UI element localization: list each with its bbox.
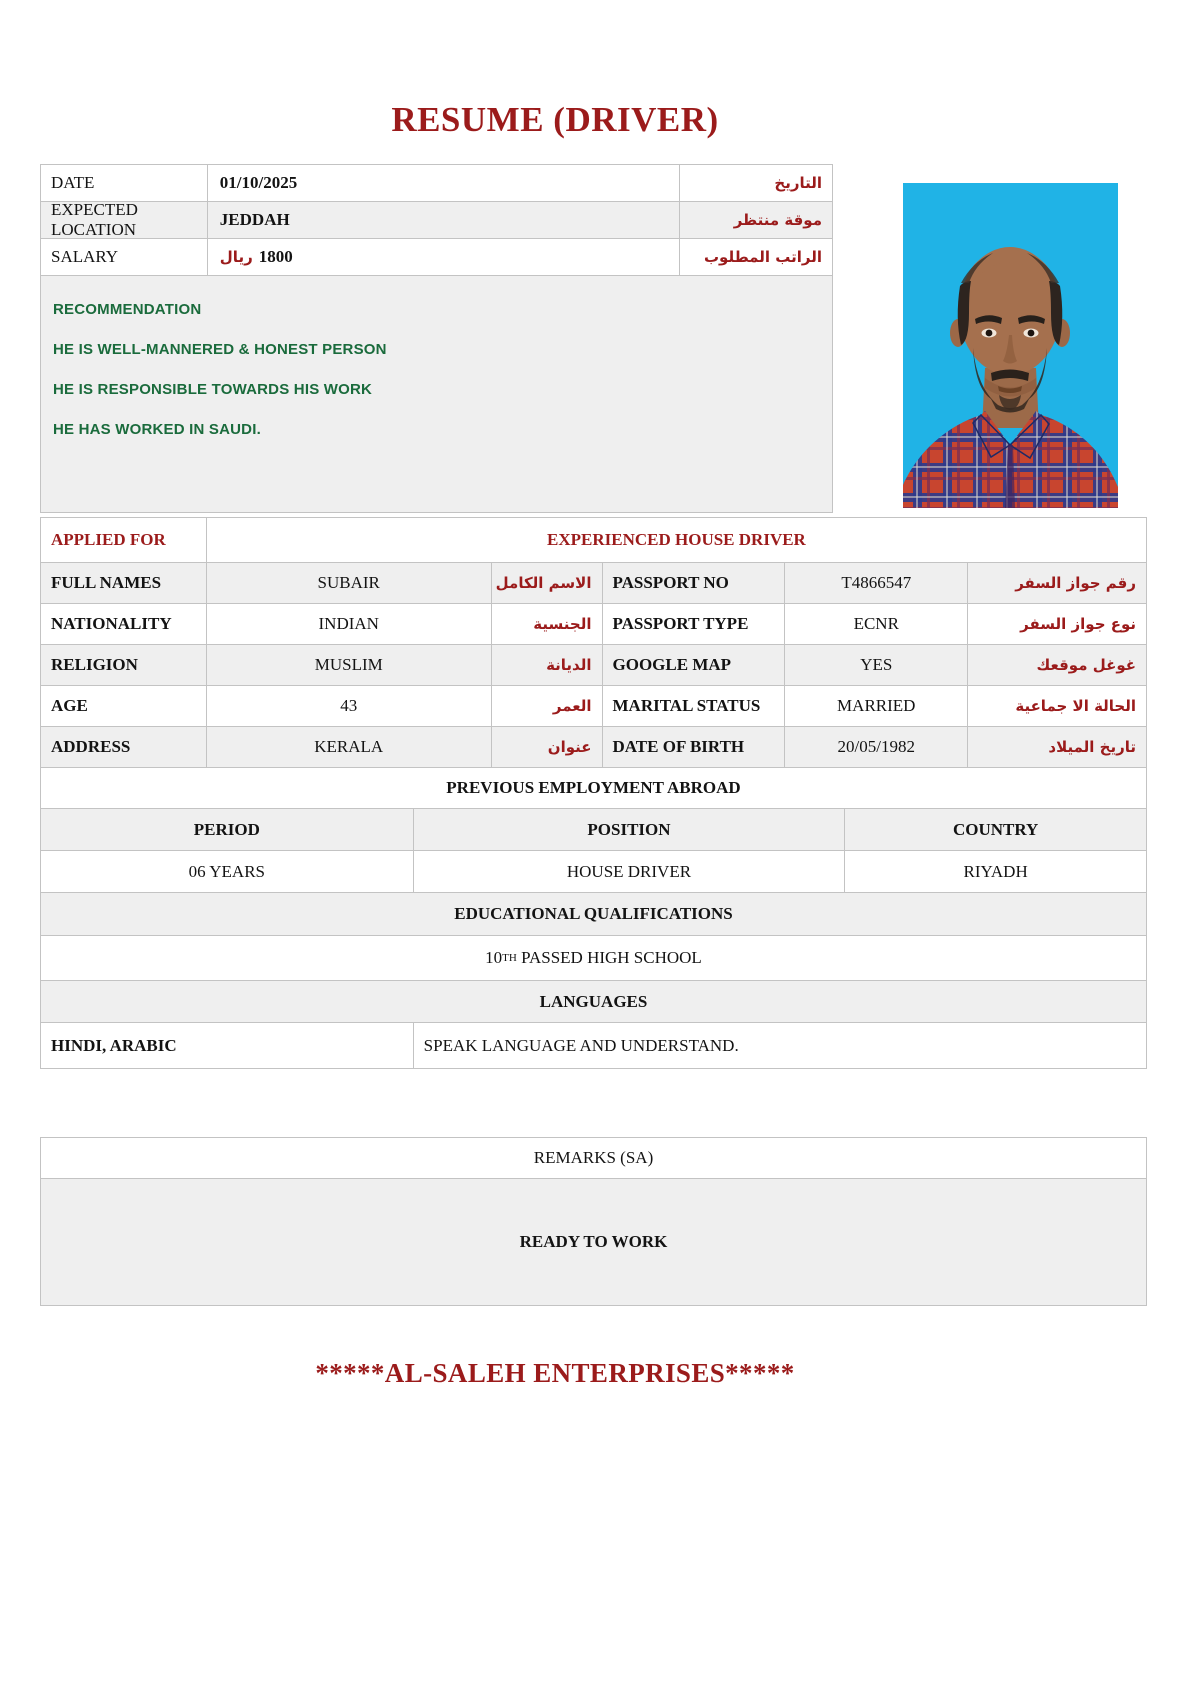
nationality-label-arabic: الجنسية xyxy=(492,604,603,645)
employment-value-row xyxy=(41,851,1147,893)
salary-label: SALARY xyxy=(41,239,208,276)
education-value xyxy=(41,936,1147,981)
recommendation-heading: RECOMMENDATION xyxy=(53,301,202,318)
date-of-birth-label-arabic: تاريخ الميلاد xyxy=(968,727,1147,768)
position-header: POSITION xyxy=(414,809,846,851)
passport-type-value: ECNR xyxy=(785,604,968,645)
religion-label: RELIGION xyxy=(41,645,207,686)
date-label-arabic: التاريخ xyxy=(680,165,833,202)
education-grade-suffix: TH xyxy=(502,952,517,964)
applied-for-label: APPLIED FOR xyxy=(41,518,207,563)
salary-amount: 1800 xyxy=(258,247,293,266)
marital-status-value: MARRIED xyxy=(785,686,968,727)
table-row-address xyxy=(41,727,1147,768)
remarks-body: READY TO WORK xyxy=(41,1179,1147,1306)
expected-location-label-arabic: موقة منتظر xyxy=(680,202,833,239)
languages-value-row xyxy=(41,1023,1147,1069)
address-value: KERALA xyxy=(207,727,492,768)
recommendation-box xyxy=(41,276,833,513)
details-table xyxy=(40,517,1147,1069)
remarks-header-row xyxy=(41,1138,1147,1179)
remarks-body-row xyxy=(41,1179,1147,1306)
table-row-full-names xyxy=(41,563,1147,604)
top-info-table xyxy=(40,164,833,513)
expected-location-label: EXPECTED LOCATION xyxy=(41,202,208,239)
passport-no-label-arabic: رقم جواز السفر xyxy=(968,563,1147,604)
passport-no-label: PASSPORT NO xyxy=(603,563,786,604)
marital-status-label-arabic: الحالة الا جماعية xyxy=(968,686,1147,727)
religion-label-arabic: الديانة xyxy=(492,645,603,686)
education-grade-number: 10 xyxy=(485,948,503,967)
position-value: HOUSE DRIVER xyxy=(414,851,846,893)
date-value: 01/10/2025 xyxy=(208,165,680,202)
google-map-value: YES xyxy=(785,645,968,686)
google-map-label-arabic: غوغل موقعك xyxy=(968,645,1147,686)
languages-note: SPEAK LANGUAGE AND UNDERSTAND. xyxy=(414,1023,1147,1069)
address-label-arabic: عنوان xyxy=(492,727,603,768)
education-section-header xyxy=(41,893,1147,936)
table-row-expected-location xyxy=(41,202,833,239)
remarks-title: REMARKS (SA) xyxy=(41,1138,1147,1179)
education-section-title: EDUCATIONAL QUALIFICATIONS xyxy=(41,893,1147,936)
country-header: COUNTRY xyxy=(845,809,1147,851)
age-value: 43 xyxy=(207,686,492,727)
nationality-label: NATIONALITY xyxy=(41,604,207,645)
applied-for-row xyxy=(41,518,1147,563)
recommendation-line: HE IS WELL-MANNERED & HONEST PERSON xyxy=(53,341,387,358)
salary-currency: ريال xyxy=(219,248,253,266)
table-row-age xyxy=(41,686,1147,727)
education-grade-text: PASSED HIGH SCHOOL xyxy=(516,948,702,967)
marital-status-label: MARITAL STATUS xyxy=(603,686,786,727)
applied-for-value: EXPERIENCED HOUSE DRIVER xyxy=(207,518,1147,563)
age-label-arabic: العمر xyxy=(492,686,603,727)
remarks-table xyxy=(40,1137,1147,1306)
applicant-photo-drawing xyxy=(903,183,1118,508)
passport-type-label-arabic: نوع جواز السفر xyxy=(968,604,1147,645)
recommendation-line: HE HAS WORKED IN SAUDI. xyxy=(53,421,261,438)
full-names-label-arabic: الاسم الكامل xyxy=(492,563,603,604)
education-value-row xyxy=(41,936,1147,981)
salary-value xyxy=(208,239,680,276)
religion-value: MUSLIM xyxy=(207,645,492,686)
period-value: 06 YEARS xyxy=(41,851,414,893)
full-names-label: FULL NAMES xyxy=(41,563,207,604)
languages-section-title: LANGUAGES xyxy=(41,981,1147,1023)
applicant-photo xyxy=(903,183,1118,508)
passport-no-value: T4866547 xyxy=(785,563,968,604)
age-label: AGE xyxy=(41,686,207,727)
languages-section-header xyxy=(41,981,1147,1023)
expected-location-value: JEDDAH xyxy=(208,202,680,239)
languages-known: HINDI, ARABIC xyxy=(41,1023,414,1069)
table-row-date xyxy=(41,165,833,202)
nationality-value: INDIAN xyxy=(207,604,492,645)
employment-section-header xyxy=(41,768,1147,809)
address-label: ADDRESS xyxy=(41,727,207,768)
google-map-label: GOOGLE MAP xyxy=(603,645,786,686)
salary-label-arabic: الراتب المطلوب xyxy=(680,239,833,276)
company-footer: *****AL-SALEH ENTERPRISES***** xyxy=(315,1358,795,1388)
date-label: DATE xyxy=(41,165,208,202)
employment-section-title: PREVIOUS EMPLOYMENT ABROAD xyxy=(41,768,1147,809)
passport-type-label: PASSPORT TYPE xyxy=(603,604,786,645)
date-of-birth-label: DATE OF BIRTH xyxy=(603,727,786,768)
date-of-birth-value: 20/05/1982 xyxy=(785,727,968,768)
employment-header-row xyxy=(41,809,1147,851)
country-value: RIYADH xyxy=(845,851,1147,893)
period-header: PERIOD xyxy=(41,809,414,851)
full-names-value: SUBAIR xyxy=(207,563,492,604)
table-row-religion xyxy=(41,645,1147,686)
table-row-nationality xyxy=(41,604,1147,645)
page-title: RESUME (DRIVER) xyxy=(391,100,719,139)
table-row-salary xyxy=(41,239,833,276)
recommendation-line: HE IS RESPONSIBLE TOWARDS HIS WORK xyxy=(53,381,373,398)
